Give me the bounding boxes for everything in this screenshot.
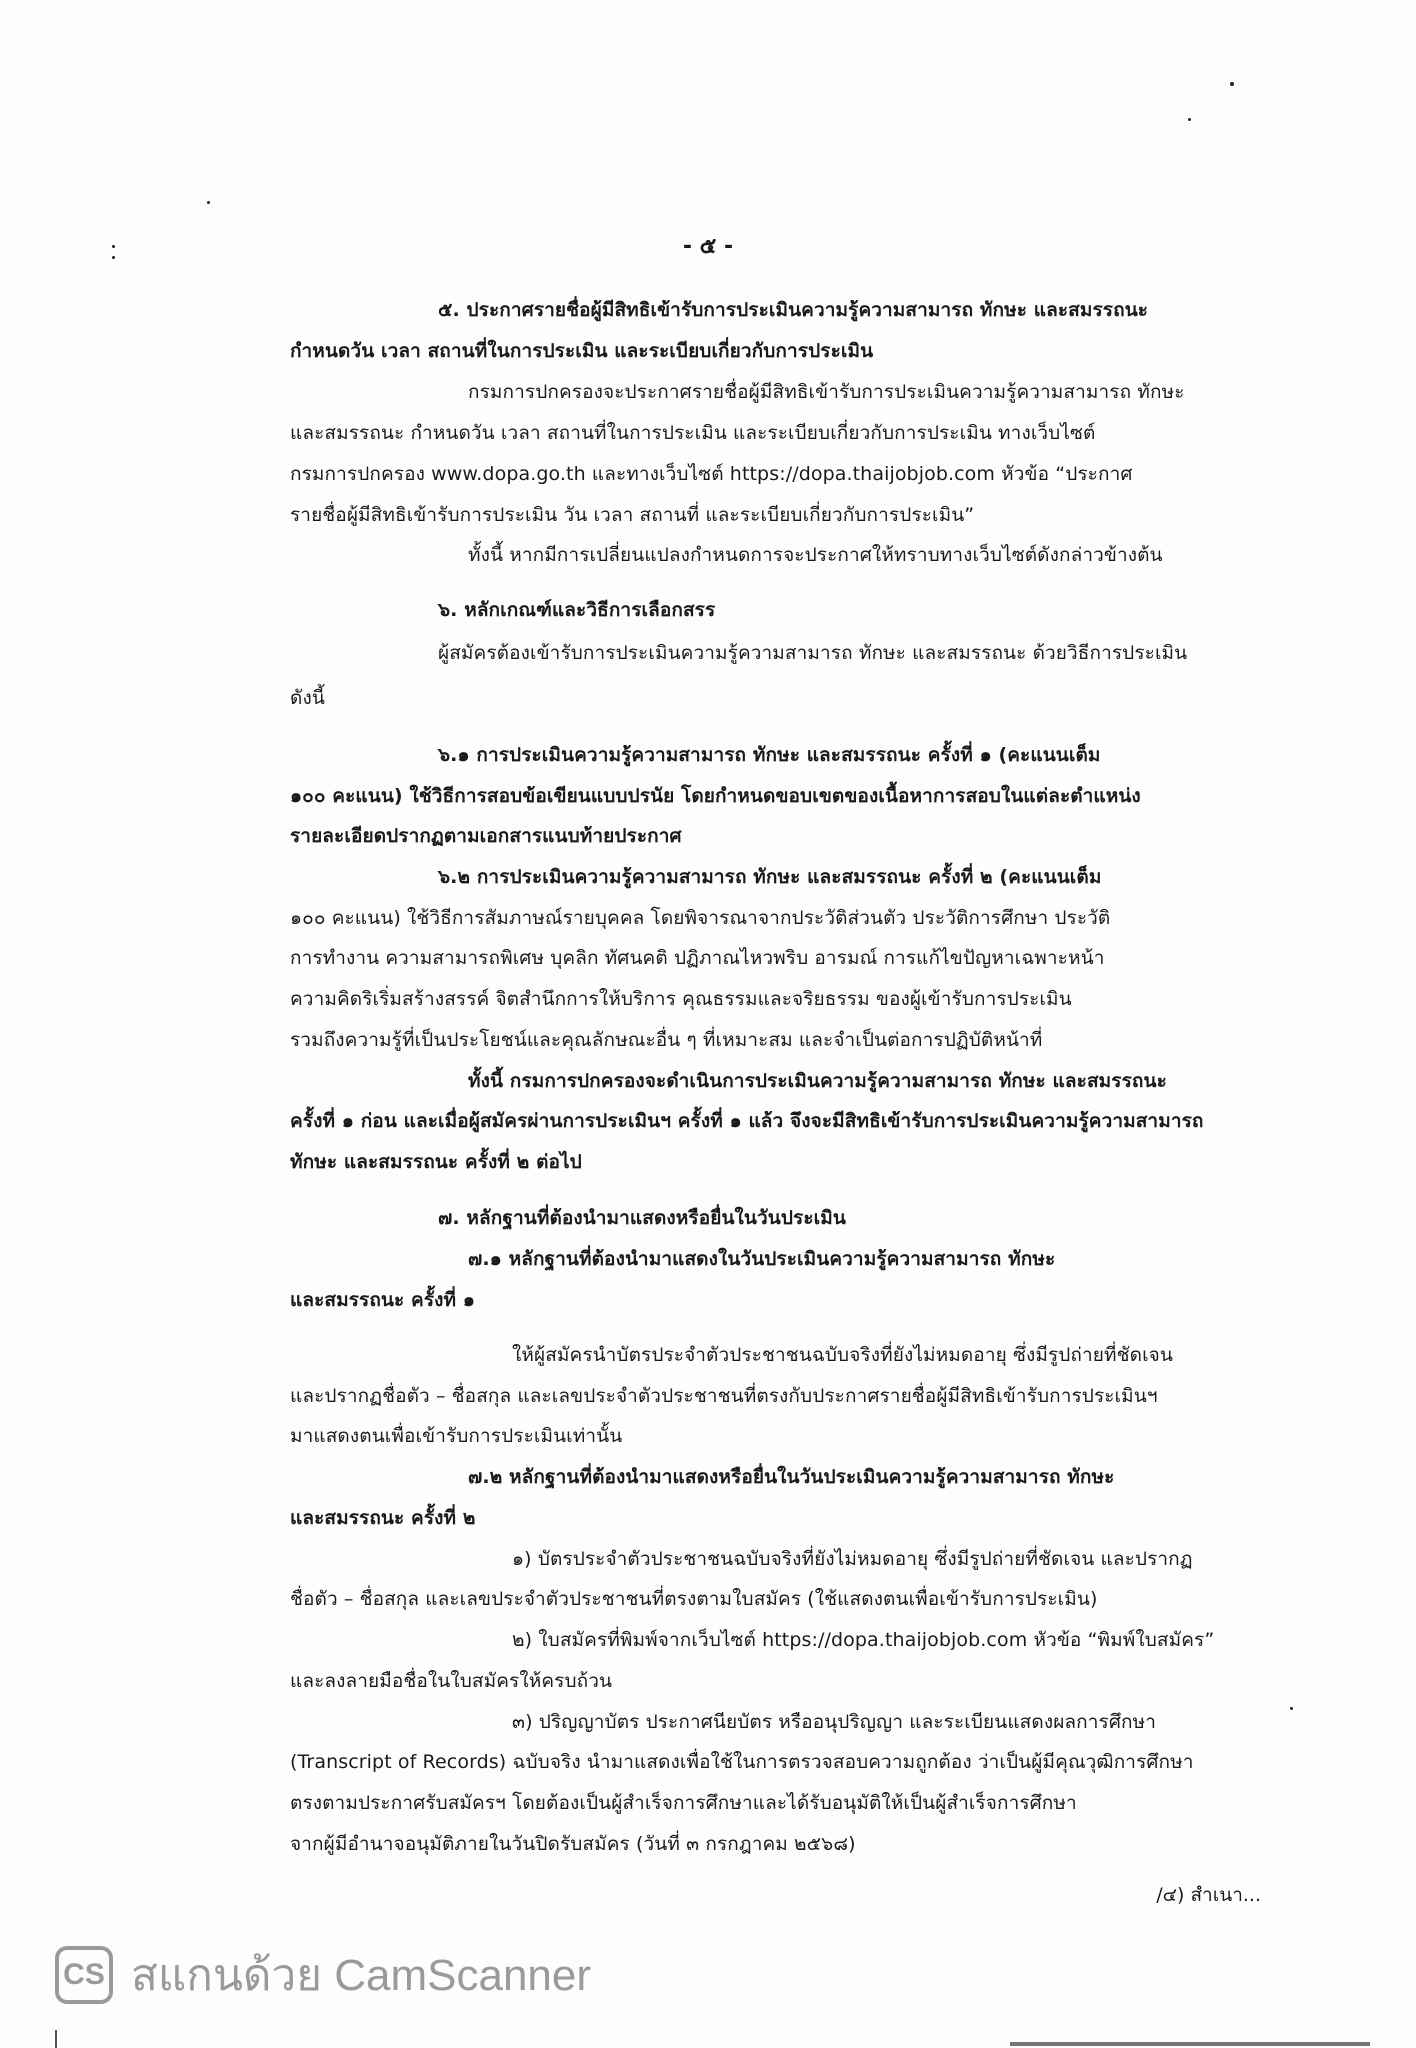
evidence-item-1: ๑) บัตรประจำตัวประชาชนฉบับจริงที่ยังไม่หมดอายุ ซึ่งมีรูปถ่ายที่ชัดเจน และปรากฏ	[512, 1548, 1193, 1570]
sec61-line: รายละเอียดปรากฏตามเอกสารแนบท้ายประกาศ	[290, 825, 682, 847]
watermark-text: สแกนด้วย CamScanner	[131, 1951, 592, 2000]
continuation-marker: /๔) สำเนา...	[1156, 1884, 1261, 1906]
sec61-line: ๑๐๐ คะแนน) ใช้วิธีการสอบข้อเขียนแบบปรนัย โดยกำหนดขอบเขตของเนื้อหาการสอบในแต่ละตำแหน่ง	[290, 785, 1141, 807]
sec6-note-line: ครั้งที่ ๑ ก่อน และเมื่อผู้สมัครผ่านการประเมินฯ ครั้งที่ ๑ แล้ว จึงจะมีสิทธิเข้ารับการประเมินความรู้ความสามารถ	[290, 1110, 1204, 1132]
scan-speck	[1188, 118, 1191, 121]
camscanner-watermark	[55, 1940, 591, 2010]
sec72-title-line: ๗.๒ หลักฐานที่ต้องนำมาแสดงหรือยื่นในวันประเมินความรู้ความสามารถ ทักษะ	[468, 1466, 1115, 1488]
sec62-line: ๖.๒ การประเมินความรู้ความสามารถ ทักษะ และสมรรถนะ ครั้งที่ ๒ (คะแนนเต็ม	[438, 866, 1102, 888]
camscanner-logo-icon: CS	[55, 1946, 113, 2004]
evidence-item-3: ๓) ปริญญาบัตร ประกาศนียบัตร หรืออนุปริญญา และระเบียนแสดงผลการศึกษา	[512, 1711, 1157, 1733]
sec5-paragraph-line: รายชื่อผู้มีสิทธิเข้ารับการประเมิน วัน เวลา สถานที่ และระเบียบเกี่ยวกับการประเมิน”	[290, 504, 975, 526]
sec5-paragraph-line: กรมการปกครอง www.dopa.go.th และทางเว็บไซต์ https://dopa.thaijobjob.com หัวข้อ “ประกาศ	[290, 463, 1133, 485]
sec71-title-line: ๗.๑ หลักฐานที่ต้องนำมาแสดงในวันประเมินความรู้ความสามารถ ทักษะ	[468, 1248, 1056, 1270]
scan-speck	[1290, 1707, 1293, 1710]
sec6-title: ๖. หลักเกณฑ์และวิธีการเลือกสรร	[438, 599, 716, 621]
sec62-line: ความคิดริเริ่มสร้างสรรค์ จิตสำนึกการให้บริการ คุณธรรมและจริยธรรม ของผู้เข้ารับการประเมิน	[290, 988, 1072, 1010]
evidence-item-2: และลงลายมือชื่อในใบสมัครให้ครบถ้วน	[290, 1670, 613, 1692]
sec7-title: ๗. หลักฐานที่ต้องนำมาแสดงหรือยื่นในวันประเมิน	[438, 1207, 846, 1229]
scan-speck	[1230, 82, 1234, 86]
evidence-item-3: ตรงตามประกาศรับสมัครฯ โดยต้องเป็นผู้สำเร็จการศึกษาและได้รับอนุมัติให้เป็นผู้สำเร็จการศึกษา	[290, 1792, 1077, 1814]
evidence-item-3: จากผู้มีอำนาจอนุมัติภายในวันปิดรับสมัคร (วันที่ ๓ กรกฎาคม ๒๕๖๘)	[290, 1833, 856, 1855]
page-number: - ๕ -	[682, 234, 734, 259]
evidence-item-3: (Transcript of Records) ฉบับจริง นำมาแสดงเพื่อใช้ในการตรวจสอบความถูกต้อง ว่าเป็นผู้มีคุณวุฒิการศึกษา	[290, 1751, 1194, 1773]
scan-edge-mark	[1010, 2042, 1370, 2046]
sec71-title-line: และสมรรถนะ ครั้งที่ ๑	[290, 1289, 476, 1311]
sec72-title-line: และสมรรถนะ ครั้งที่ ๒	[290, 1507, 476, 1529]
sec5-paragraph-line: และสมรรถนะ กำหนดวัน เวลา สถานที่ในการประเมิน และระเบียบเกี่ยวกับการประเมิน ทางเว็บไซต์	[290, 422, 1096, 444]
sec62-line: ๑๐๐ คะแนน) ใช้วิธีการสัมภาษณ์รายบุคคล โดยพิจารณาจากประวัติส่วนตัว ประวัติการศึกษา ประวัติ	[290, 907, 1111, 929]
sec71-body-line: และปรากฏชื่อตัว – ชื่อสกุล และเลขประจำตัวประชาชนที่ตรงกับประกาศรายชื่อผู้มีสิทธิเข้ารับการประเมินฯ	[290, 1385, 1158, 1407]
sec62-line: การทำงาน ความสามารถพิเศษ บุคลิก ทัศนคติ ปฏิภาณไหวพริบ อารมณ์ การแก้ไขปัญหาเฉพาะหน้า	[290, 947, 1105, 969]
sec5-title-line2: กำหนดวัน เวลา สถานที่ในการประเมิน และระเบียบเกี่ยวกับการประเมิน	[290, 340, 874, 362]
sec6-note-line: ทักษะ และสมรรถนะ ครั้งที่ ๒ ต่อไป	[290, 1151, 582, 1173]
scan-speck	[207, 201, 210, 204]
scan-edge-mark	[55, 2030, 57, 2048]
sec71-body-line: ให้ผู้สมัครนำบัตรประจำตัวประชาชนฉบับจริงที่ยังไม่หมดอายุ ซึ่งมีรูปถ่ายที่ชัดเจน	[512, 1344, 1174, 1366]
sec71-body-line: มาแสดงตนเพื่อเข้ารับการประเมินเท่านั้น	[290, 1425, 623, 1447]
sec6-intro-line2: ดังนี้	[290, 687, 325, 709]
evidence-item-1: ชื่อตัว – ชื่อสกุล และเลขประจำตัวประชาชนที่ตรงตามใบสมัคร (ใช้แสดงตนเพื่อเข้ารับการประเมิน)	[290, 1588, 1098, 1610]
sec6-intro-line1: ผู้สมัครต้องเข้ารับการประเมินความรู้ความสามารถ ทักษะ และสมรรถนะ ด้วยวิธีการประเมิน	[438, 642, 1188, 664]
sec5-note: ทั้งนี้ หากมีการเปลี่ยนแปลงกำหนดการจะประกาศให้ทราบทางเว็บไซต์ดังกล่าวข้างต้น	[468, 544, 1163, 566]
sec62-line: รวมถึงความรู้ที่เป็นประโยชน์และคุณลักษณะอื่น ๆ ที่เหมาะสม และจำเป็นต่อการปฏิบัติหน้าที่	[290, 1029, 1043, 1051]
sec61-line: ๖.๑ การประเมินความรู้ความสามารถ ทักษะ และสมรรถนะ ครั้งที่ ๑ (คะแนนเต็ม	[438, 744, 1101, 766]
sec5-title-line1: ๕. ประกาศรายชื่อผู้มีสิทธิเข้ารับการประเมินความรู้ความสามารถ ทักษะ และสมรรถนะ	[438, 299, 1149, 321]
sec6-note-line: ทั้งนี้ กรมการปกครองจะดำเนินการประเมินความรู้ความสามารถ ทักษะ และสมรรถนะ	[468, 1070, 1167, 1092]
sec5-paragraph-line: กรมการปกครองจะประกาศรายชื่อผู้มีสิทธิเข้ารับการประเมินความรู้ความสามารถ ทักษะ	[468, 381, 1185, 403]
evidence-item-2: ๒) ใบสมัครที่พิมพ์จากเว็บไซต์ https://dopa.thaijobjob.com หัวข้อ “พิมพ์ใบสมัคร”	[512, 1629, 1215, 1651]
